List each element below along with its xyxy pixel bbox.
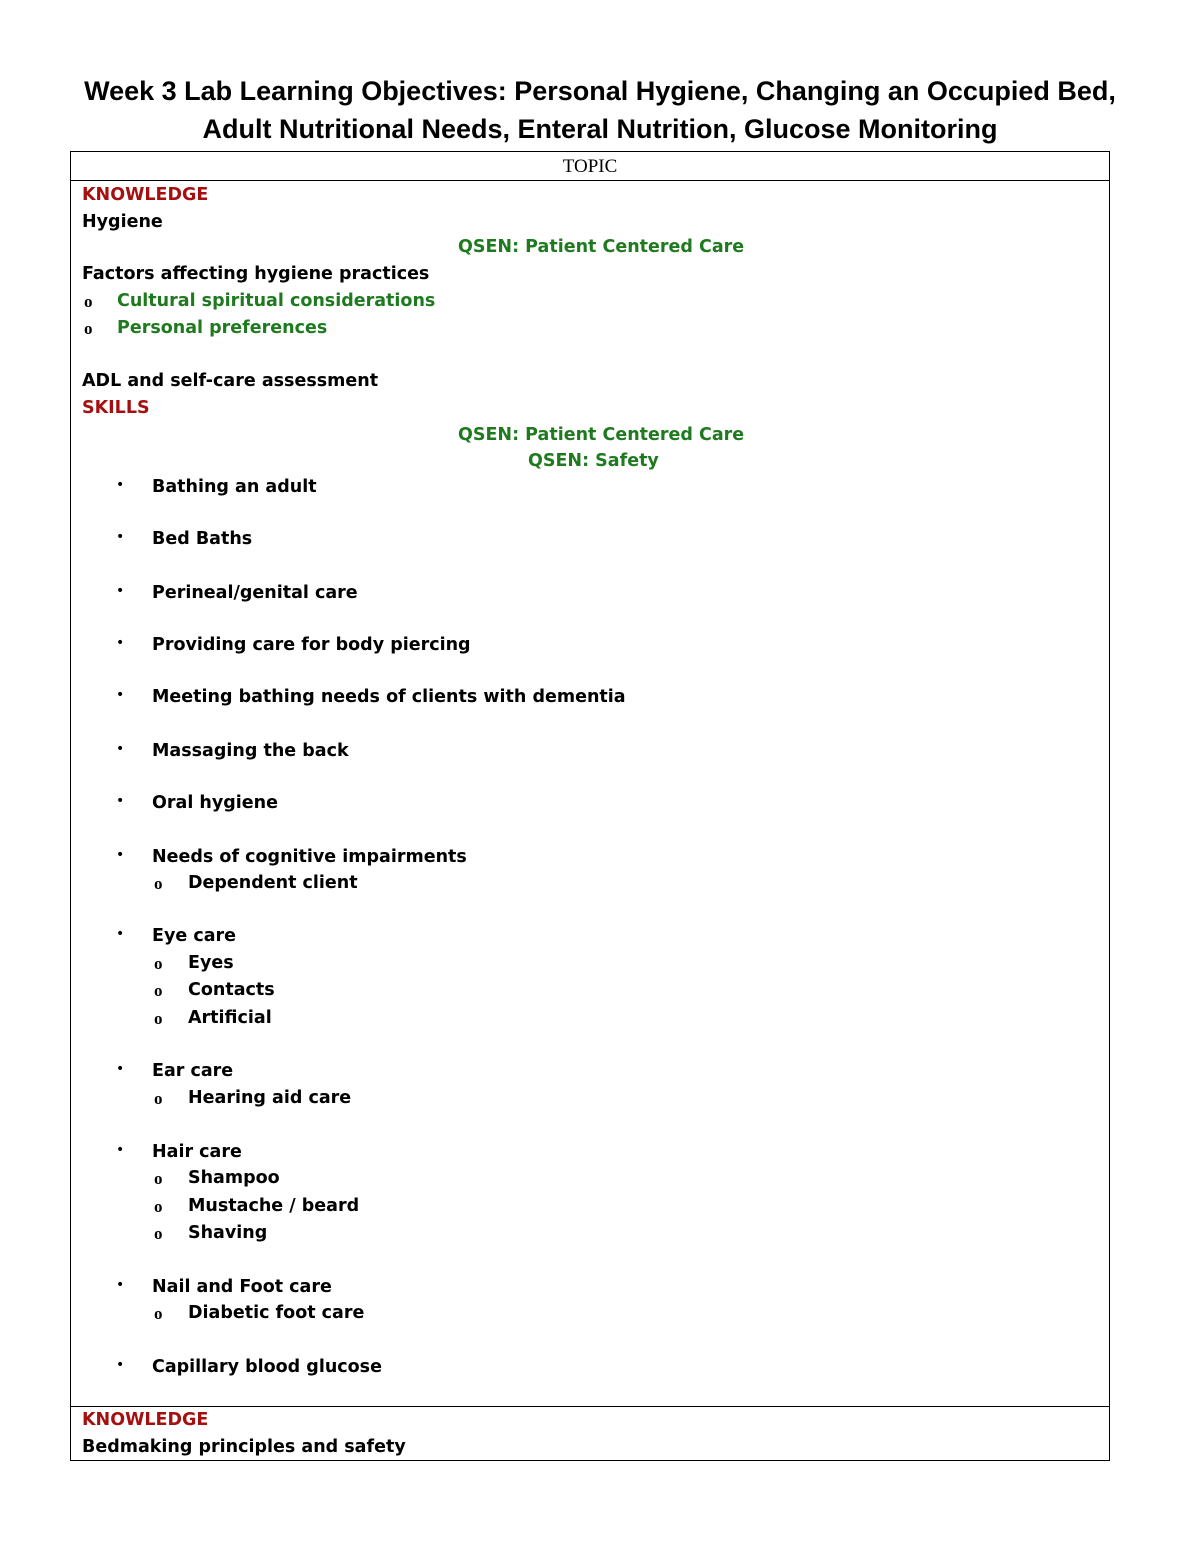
skill-glucose: Capillary blood glucose [152,1357,382,1377]
factors-heading: Factors affecting hygiene practices [82,264,430,284]
sub-bullet-marker: o [154,874,163,893]
skill-dementia: Meeting bathing needs of clients with dementia [152,687,626,707]
sub-bullet-marker: o [84,319,93,338]
skill-hair-shampoo: Shampoo [188,1168,280,1188]
bullet-icon: • [116,529,125,545]
knowledge-heading-2: KNOWLEDGE [82,1410,209,1430]
bullet-icon: • [116,1061,125,1077]
bullet-icon: • [116,1277,125,1293]
skill-bed-baths: Bed Baths [152,529,253,549]
skill-eye: Eye care [152,926,237,946]
factor-preferences: Personal preferences [117,318,328,338]
skill-massaging: Massaging the back [152,741,349,761]
page-title [0,72,1200,148]
skill-piercing: Providing care for body piercing [152,635,471,655]
sub-bullet-marker: o [154,1169,163,1188]
skills-heading: SKILLS [82,398,150,418]
sub-bullet-marker: o [154,1009,163,1028]
skill-perineal: Perineal/genital care [152,583,358,603]
title-line-2: Adult Nutritional Needs, Enteral Nutrition, Glucose Monitoring [202,114,998,144]
skill-cognitive-dependent: Dependent client [188,873,358,893]
skill-nail-diabetic: Diabetic foot care [188,1303,365,1323]
skill-bathing: Bathing an adult [152,477,317,497]
table-header: TOPIC [71,152,1109,181]
title-line-1: Week 3 Lab Learning Objectives: Personal Hygiene, Changing an Occupied Bed, [84,76,1116,106]
bullet-icon: • [116,847,125,863]
bullet-icon: • [116,741,125,757]
skill-eye-eyes: Eyes [188,953,234,973]
row-divider [71,1406,1109,1407]
bullet-icon: • [116,583,125,599]
skill-ear-hearing-aid: Hearing aid care [188,1088,352,1108]
skill-nail: Nail and Foot care [152,1277,332,1297]
bullet-icon: • [116,793,125,809]
sub-bullet-marker: o [154,1197,163,1216]
bullet-icon: • [116,477,125,493]
hygiene-heading: Hygiene [82,212,163,232]
sub-bullet-marker: o [154,1224,163,1243]
qsen-patient-centered-2: QSEN: Patient Centered Care [458,425,745,445]
bullet-icon: • [116,635,125,651]
bullet-icon: • [116,926,125,942]
bullet-icon: • [116,1357,125,1373]
factor-cultural: Cultural spiritual considerations [117,291,436,311]
sub-bullet-marker: o [154,981,163,1000]
objectives-table [70,151,1110,1461]
sub-bullet-marker: o [154,954,163,973]
skill-eye-contacts: Contacts [188,980,275,1000]
skill-ear: Ear care [152,1061,234,1081]
skill-hair-mustache: Mustache / beard [188,1196,360,1216]
bullet-icon: • [116,687,125,703]
qsen-safety: QSEN: Safety [528,451,659,471]
adl-heading: ADL and self-care assessment [82,371,379,391]
skill-oral: Oral hygiene [152,793,278,813]
skill-hair: Hair care [152,1142,242,1162]
skill-eye-artificial: Artificial [188,1008,272,1028]
bedmaking-heading: Bedmaking principles and safety [82,1437,406,1457]
qsen-patient-centered-1: QSEN: Patient Centered Care [458,237,745,257]
sub-bullet-marker: o [154,1089,163,1108]
bullet-icon: • [116,1142,125,1158]
skill-cognitive: Needs of cognitive impairments [152,847,467,867]
knowledge-heading: KNOWLEDGE [82,185,209,205]
skill-hair-shaving: Shaving [188,1223,268,1243]
sub-bullet-marker: o [154,1304,163,1323]
sub-bullet-marker: o [84,292,93,311]
